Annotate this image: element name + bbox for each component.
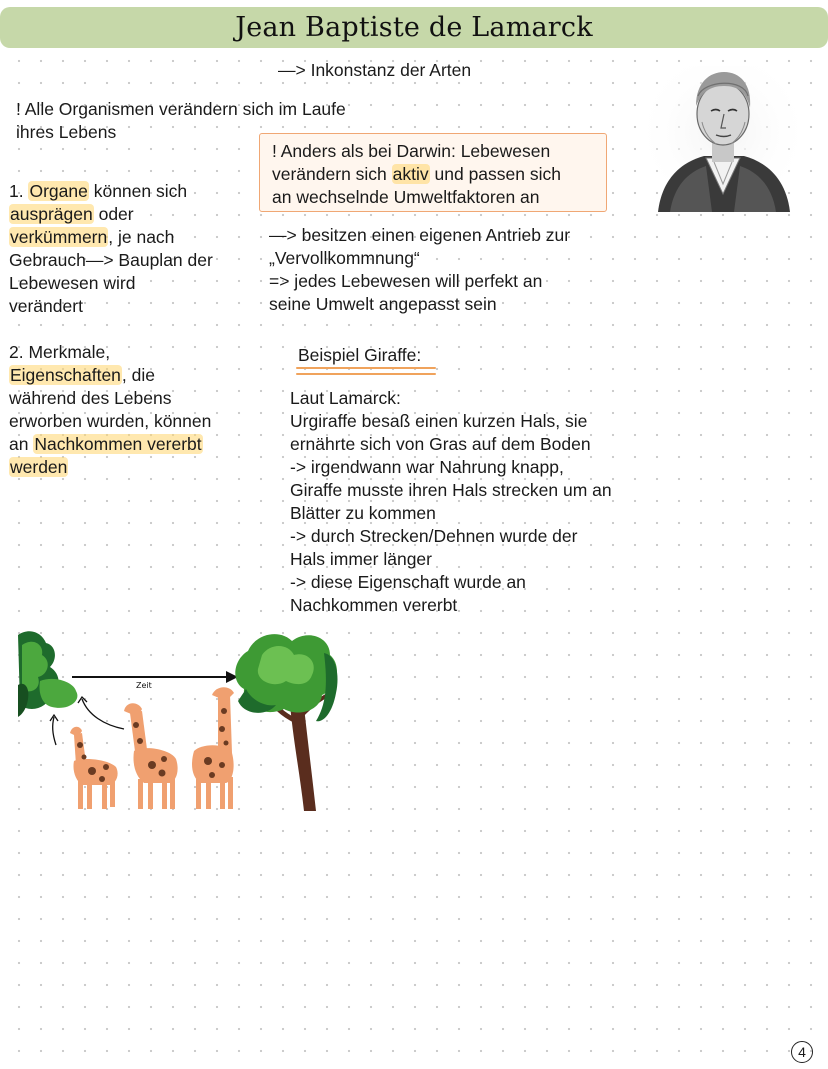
point1-line-5: Lebewesen wird (9, 273, 136, 293)
heading-underline (296, 373, 436, 375)
right-tree-icon (235, 634, 337, 811)
point2-text: , die (121, 365, 155, 385)
highlight-aktiv: aktiv (392, 164, 429, 184)
point1-text: , je nach (108, 227, 175, 247)
darwin-text: verändern sich (272, 164, 392, 184)
example-heading: Beispiel Giraffe: (298, 345, 422, 365)
giraffe-medium-neck-icon (124, 703, 178, 809)
drive-line-2: „Vervollkommnung“ (269, 248, 420, 268)
point1-line-2 (9, 203, 134, 226)
page-number: 4 (791, 1041, 813, 1063)
drive-line-1: —> besitzen einen eigenen Antrieb zur (269, 225, 571, 245)
darwin-box-line-2 (272, 163, 561, 186)
example-line: Blätter zu kommen (290, 503, 436, 523)
example-line: Hals immer länger (290, 549, 432, 569)
page-title: Jean Baptiste de Lamarck (235, 12, 593, 43)
heading-underline (296, 367, 436, 369)
point1-line-1 (9, 180, 187, 203)
subtitle: —> Inkonstanz der Arten (278, 60, 472, 80)
example-line: -> diese Eigenschaft wurde an (290, 572, 526, 592)
darwin-text: und passen sich (429, 164, 561, 184)
intro-line-2: ihres Lebens (16, 122, 117, 142)
point1-line-4: Gebrauch—> Bauplan der (9, 250, 213, 270)
point1-text: 1. (9, 181, 29, 201)
highlight-eigenschaften: Eigenschaften (10, 365, 121, 385)
darwin-box-line-3: an wechselnde Umweltfaktoren an (272, 187, 540, 207)
point2-line-6 (9, 456, 68, 479)
highlight-nachkommen: Nachkommen vererbt (34, 434, 202, 454)
drive-line-3: => jedes Lebewesen will perfekt an (269, 271, 543, 291)
highlight-verkuemmern: verkümmern (10, 227, 108, 247)
example-line: Giraffe musste ihren Hals strecken um an (290, 480, 612, 500)
example-line: Laut Lamarck: (290, 388, 401, 408)
example-line: ernährte sich von Gras auf dem Boden (290, 434, 591, 454)
intro-line-1: ! Alle Organismen verändern sich im Laufe (16, 99, 346, 119)
highlight-werden: werden (10, 457, 68, 477)
darwin-box-text (272, 140, 561, 209)
point2-text: an (9, 434, 34, 454)
point1-line-6: verändert (9, 296, 83, 316)
giraffe-long-neck-icon (192, 687, 234, 809)
point2-line-5 (9, 433, 203, 456)
point2-line-4: erworben wurden, können (9, 411, 212, 431)
darwin-comparison-box (259, 133, 607, 212)
point2-line-1: 2. Merkmale, (9, 342, 111, 362)
point1-line-3 (9, 226, 174, 249)
darwin-box-line-1: ! Anders als bei Darwin: Lebewesen (272, 141, 551, 161)
example-line: -> irgendwann war Nahrung knapp, (290, 457, 564, 477)
title-bar (0, 7, 828, 48)
time-label: Zeit (136, 681, 152, 690)
point2-line-3: während des Lebens (9, 388, 172, 408)
point2-line-2 (9, 364, 155, 387)
giraffe-evolution-drawing (12, 625, 342, 815)
example-line: -> durch Strecken/Dehnen wurde der (290, 526, 578, 546)
point1-text: können sich (88, 181, 188, 201)
point1-text: oder (93, 204, 134, 224)
highlight-auspraegen: ausprägen (10, 204, 93, 224)
highlight-organe: Organe (29, 181, 88, 201)
drive-line-4: seine Umwelt angepasst sein (269, 294, 497, 314)
example-line: Urgiraffe besaß einen kurzen Hals, sie (290, 411, 588, 431)
example-line: Nachkommen vererbt (290, 595, 458, 615)
lamarck-portrait (648, 66, 798, 212)
left-tree-icon (18, 631, 77, 717)
